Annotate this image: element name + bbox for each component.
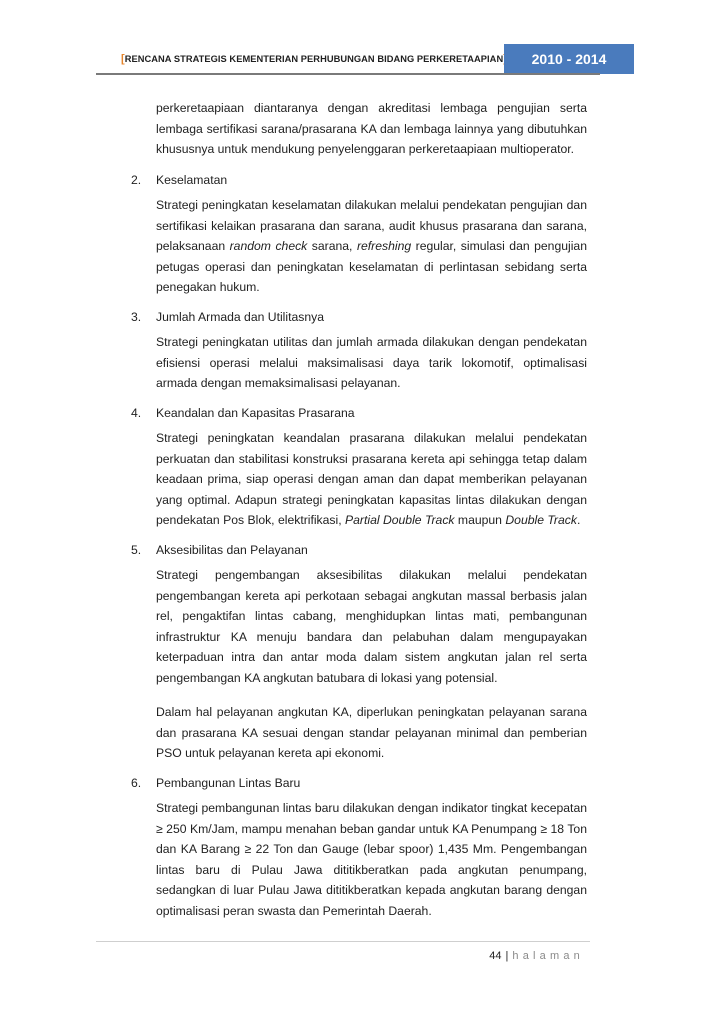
item-number: 3. <box>131 309 142 324</box>
item-number: 2. <box>131 172 142 187</box>
item-title: Pembangunan Lintas Baru <box>156 775 301 790</box>
italic-term: random check <box>229 239 308 253</box>
item-number: 6. <box>131 775 142 790</box>
header-divider <box>96 73 600 75</box>
page-number: 44 <box>489 950 502 962</box>
intro-paragraph: perkeretaapiaan diantaranya dengan akreditasi lembaga pengujian serta lembaga sertifikasi sarana/prasarana KA dan lembaga lainnya yang dibutuhkan khususnya untuk mendukung penyelenggaran perkeretaapiaan multioperator. <box>156 101 587 156</box>
item-heading <box>131 307 587 328</box>
page-header <box>112 44 634 74</box>
item-title: Keandalan dan Kapasitas Prasarana <box>156 405 355 420</box>
footer-divider <box>96 941 590 942</box>
item-heading <box>131 170 587 191</box>
footer-separator: | <box>505 950 509 962</box>
text-run: Strategi peningkatan keandalan prasarana dilakukan melalui pendekatan perkuatan dan stabilitasi konstruksi prasarana kereta api sehingga tetap dalam keadaan prima, siap operasi dengan aman dan dapat memberikan pelayanan yang optimal. Adapun strategi peningkatan kapasitas lintas dilakukan dengan pendekatan Pos Blok, elektrifikasi, <box>156 431 587 527</box>
list-item-3 <box>131 307 587 394</box>
item-heading <box>131 403 587 424</box>
text-run: sarana, <box>307 239 357 253</box>
italic-term: Double Track <box>505 513 577 527</box>
item-number: 5. <box>131 542 142 557</box>
header-years-badge: 2010 - 2014 <box>504 44 634 74</box>
page-footer <box>489 950 584 962</box>
text-run: . <box>576 513 581 527</box>
item-paragraph: Strategi pengembangan aksesibilitas dilakukan melalui pendekatan pengembangan kereta api perkotaan sebagai angkutan massal berbasis jalan rel, pengaktifan lintas cabang, menghidupkan lintas mati, pembangunan infrastruktur KA menuju bandara dan pelabuhan dalam mengupayakan keterpaduan intra dan antar moda dalam sistem angkutan jalan rel serta pengembangan KA angkutan batubara di lokasi yang potensial. <box>156 568 587 685</box>
item-number: 4. <box>131 405 142 420</box>
item-title: Jumlah Armada dan Utilitasnya <box>156 309 324 324</box>
item-title: Keselamatan <box>156 172 228 187</box>
text-run: Strategi peningkatan keselamatan dilakukan melalui pendekatan pengujian dan sertifikasi kelaikan prasarana dan sarana, audit khusus prasarana dan sarana, pelaksanaan <box>156 198 587 253</box>
header-title <box>121 53 507 65</box>
item-heading <box>131 773 587 794</box>
list-item-2 <box>131 170 587 298</box>
italic-term: Partial Double Track <box>345 513 455 527</box>
item-paragraph: Strategi pembangunan lintas baru dilakukan dengan indikator tingkat kecepatan ≥ 250 Km/Jam, mampu menahan beban gandar untuk KA Penumpang ≥ 18 Ton dan KA Barang ≥ 22 Ton dan Gauge (lebar spoor) 1,435 Mm. Pengembangan lintas baru di Pulau Jawa dititikberatkan pada angkutan penumpang, sedangkan di luar Pulau Jawa dititikberatkan kepada angkutan barang dengan optimalisasi peran swasta dan Pemerintah Daerah. <box>156 801 587 918</box>
list-item-4 <box>131 403 587 531</box>
item-heading <box>131 540 587 561</box>
header-bracket-open: [ <box>121 53 125 65</box>
document-body <box>131 98 587 930</box>
page-label: halaman <box>512 950 584 962</box>
list-item-6 <box>131 773 587 922</box>
header-title-text: RENCANA STRATEGIS KEMENTERIAN PERHUBUNGAN BIDANG PERKERETAAPIAN <box>124 54 504 64</box>
item-paragraph: Strategi peningkatan utilitas dan jumlah armada dilakukan dengan pendekatan efisiensi operasi melalui maksimalisasi daya tarik lokomotif, optimalisasi armada dengan memaksimalisasi pelayanan. <box>156 335 587 390</box>
text-run: regular, simulasi dan pengujian petugas operasi dan peningkatan keselamatan di perlintasan sebidang serta penegakan hukum. <box>156 239 587 294</box>
list-item-5 <box>131 540 587 764</box>
italic-term: refreshing <box>356 239 412 253</box>
item-paragraph-2: Dalam hal pelayanan angkutan KA, diperlukan peningkatan pelayanan sarana dan prasarana KA sesuai dengan standar pelayanan minimal dan pemberian PSO untuk pelayanan kereta api ekonomi. <box>156 705 587 760</box>
item-title: Aksesibilitas dan Pelayanan <box>156 542 308 557</box>
text-run: maupun <box>454 513 506 527</box>
item-paragraph <box>156 428 587 531</box>
item-paragraph <box>156 195 587 298</box>
